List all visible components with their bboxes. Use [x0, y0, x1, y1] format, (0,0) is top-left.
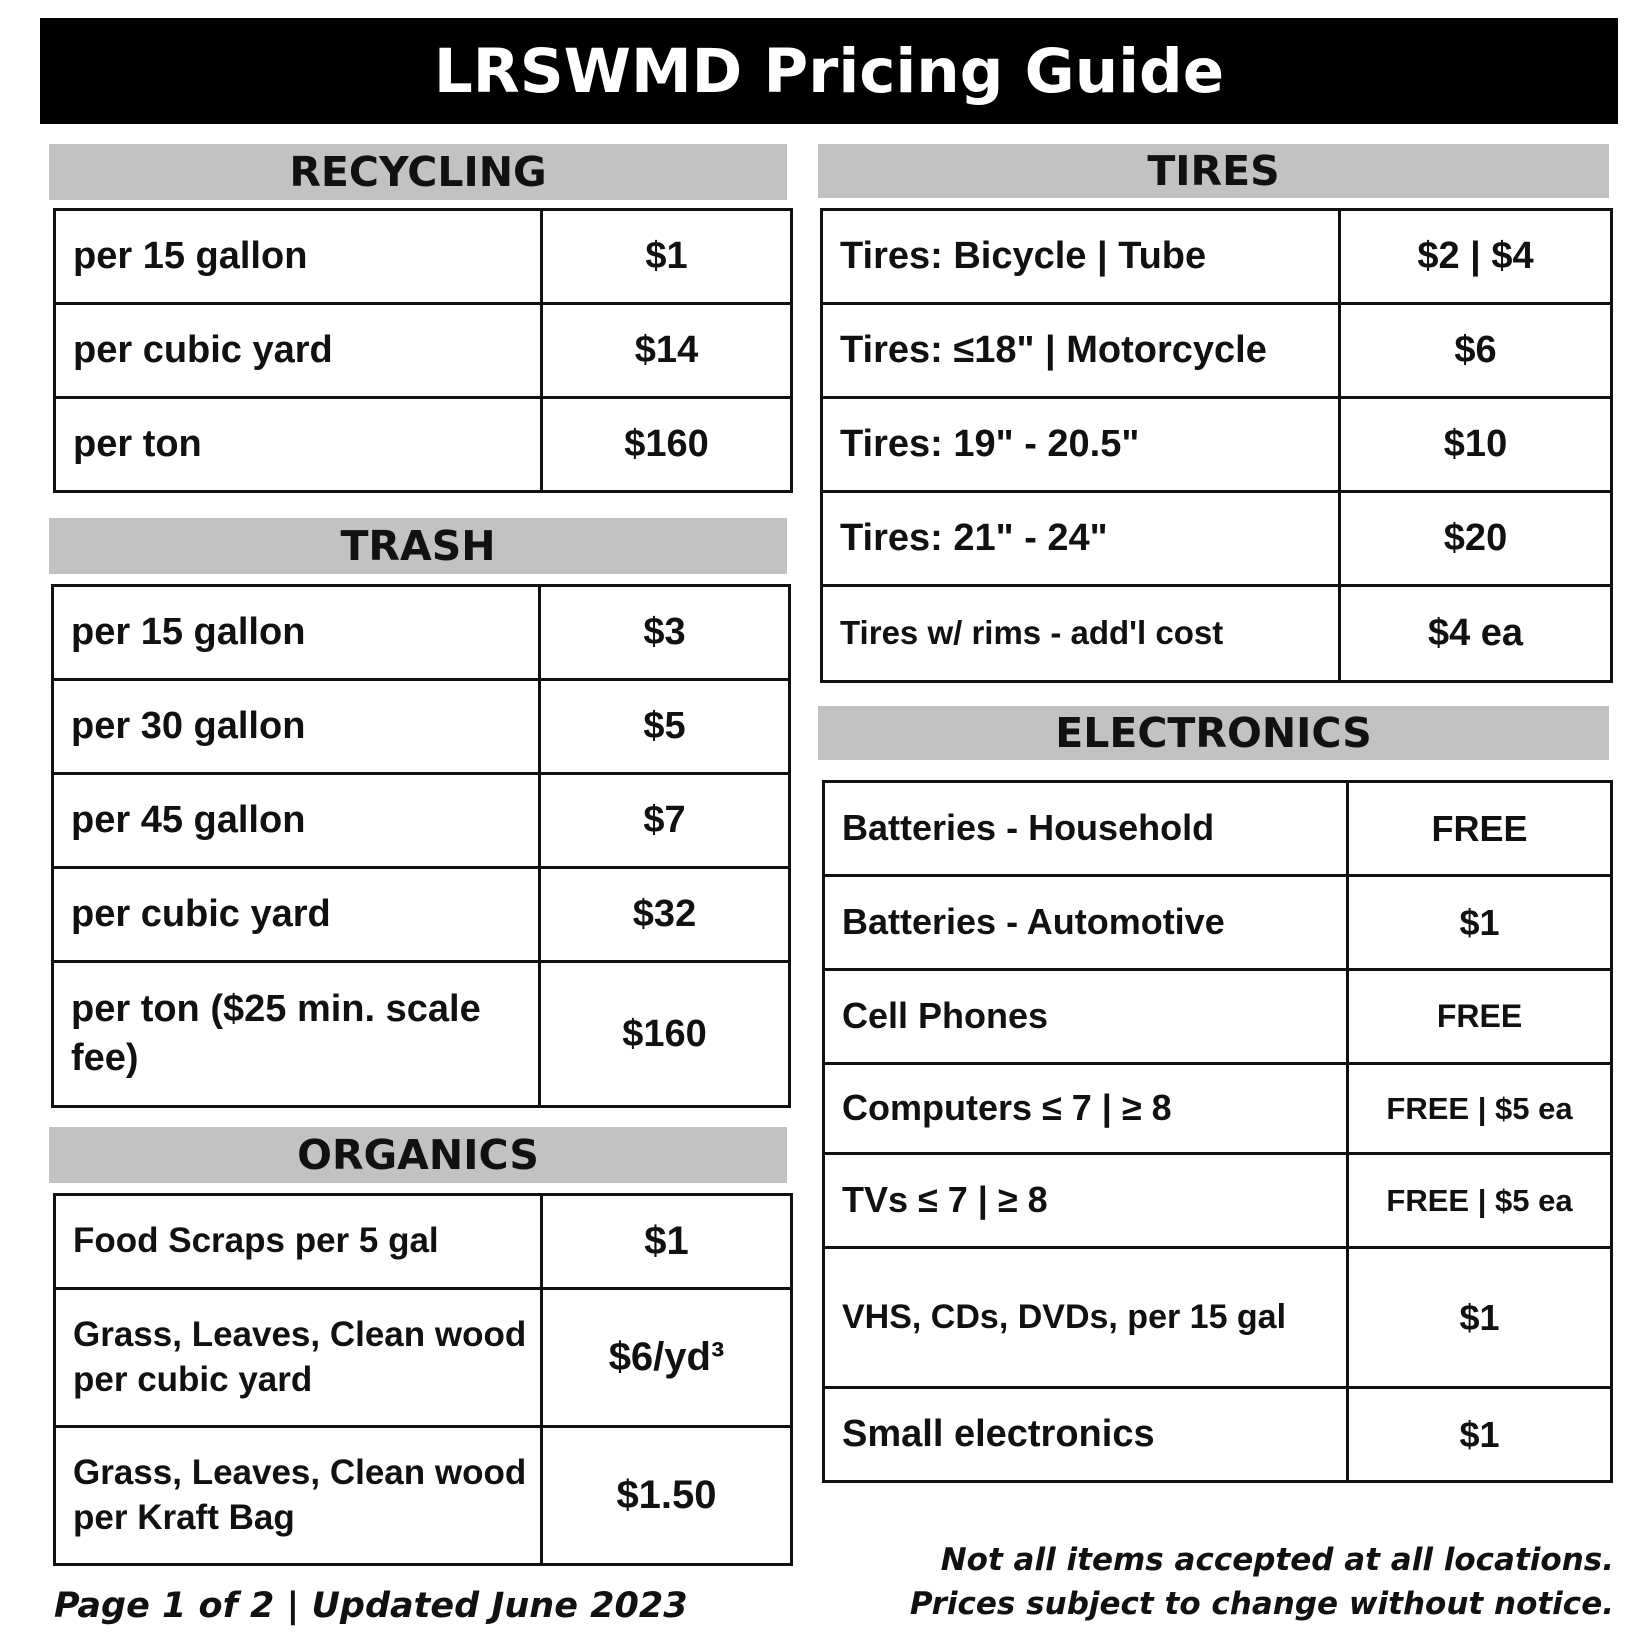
item-label: Grass, Leaves, Clean wood per Kraft Bag	[55, 1427, 542, 1565]
item-price: $6/yd³	[542, 1289, 792, 1427]
item-label: Tires: 19" - 20.5"	[822, 398, 1340, 492]
item-price: $1	[1348, 1248, 1612, 1388]
item-price: FREE	[1348, 782, 1612, 876]
table-row	[55, 398, 792, 492]
table-row	[55, 1427, 792, 1565]
item-price: $2 | $4	[1340, 210, 1612, 304]
item-price: FREE	[1348, 970, 1612, 1064]
item-price: $1	[542, 210, 792, 304]
item-label: Batteries - Household	[824, 782, 1348, 876]
item-price: $7	[540, 774, 790, 868]
item-label: per 30 gallon	[53, 680, 540, 774]
table-row	[53, 586, 790, 680]
item-label: Tires: ≤18" | Motorcycle	[822, 304, 1340, 398]
item-label: per 15 gallon	[55, 210, 542, 304]
table-row	[53, 962, 790, 1107]
item-label: per cubic yard	[55, 304, 542, 398]
item-label: TVs ≤ 7 | ≥ 8	[824, 1154, 1348, 1248]
item-label: Tires: 21" - 24"	[822, 492, 1340, 586]
item-price: $32	[540, 868, 790, 962]
table-row	[53, 680, 790, 774]
table-row	[822, 210, 1612, 304]
table-row	[55, 210, 792, 304]
table-row	[55, 1289, 792, 1427]
organics-heading: ORGANICS	[49, 1127, 787, 1183]
item-price: $160	[540, 962, 790, 1107]
table-row	[824, 876, 1612, 970]
item-price: FREE | $5 ea	[1348, 1064, 1612, 1154]
item-label: per 15 gallon	[53, 586, 540, 680]
item-price: $5	[540, 680, 790, 774]
item-price: $14	[542, 304, 792, 398]
item-price: $160	[542, 398, 792, 492]
item-price: $4 ea	[1340, 586, 1612, 682]
tires-table	[820, 208, 1613, 683]
item-label: Tires w/ rims - add'l cost	[822, 586, 1340, 682]
table-row	[824, 1388, 1612, 1482]
table-row	[824, 970, 1612, 1064]
electronics-table	[822, 780, 1613, 1483]
item-label: Food Scraps per 5 gal	[55, 1195, 542, 1289]
item-label: Grass, Leaves, Clean wood per cubic yard	[55, 1289, 542, 1427]
table-row	[55, 304, 792, 398]
item-label: Cell Phones	[824, 970, 1348, 1064]
item-label: per 45 gallon	[53, 774, 540, 868]
organics-table	[53, 1193, 793, 1566]
tires-heading: TIRES	[818, 144, 1609, 198]
item-price: $3	[540, 586, 790, 680]
disclaimer	[910, 1538, 1614, 1626]
table-row	[822, 304, 1612, 398]
item-price: $1	[1348, 876, 1612, 970]
item-price: $1	[542, 1195, 792, 1289]
page-info: Page 1 of 2 | Updated June 2023	[54, 1586, 688, 1626]
item-label: Small electronics	[824, 1388, 1348, 1482]
table-row	[824, 782, 1612, 876]
table-row	[55, 1195, 792, 1289]
item-price: $6	[1340, 304, 1612, 398]
table-row	[824, 1248, 1612, 1388]
item-label: per ton ($25 min. scale fee)	[53, 962, 540, 1107]
table-row	[824, 1064, 1612, 1154]
table-row	[824, 1154, 1612, 1248]
table-row	[822, 398, 1612, 492]
table-row	[53, 868, 790, 962]
table-row	[822, 586, 1612, 682]
item-label: per ton	[55, 398, 542, 492]
disclaimer-line-2: Prices subject to change without notice.	[909, 1586, 1614, 1622]
recycling-table	[53, 208, 793, 493]
trash-table	[51, 584, 791, 1108]
item-price: $1	[1348, 1388, 1612, 1482]
item-price: $20	[1340, 492, 1612, 586]
item-label: Computers ≤ 7 | ≥ 8	[824, 1064, 1348, 1154]
item-label: VHS, CDs, DVDs, per 15 gal	[824, 1248, 1348, 1388]
table-row	[822, 492, 1612, 586]
recycling-heading: RECYCLING	[49, 144, 787, 200]
trash-heading: TRASH	[49, 518, 787, 574]
item-label: Tires: Bicycle | Tube	[822, 210, 1340, 304]
electronics-heading: ELECTRONICS	[818, 706, 1609, 760]
item-label: per cubic yard	[53, 868, 540, 962]
table-row	[53, 774, 790, 868]
item-price: $1.50	[542, 1427, 792, 1565]
item-price: $10	[1340, 398, 1612, 492]
item-price: FREE | $5 ea	[1348, 1154, 1612, 1248]
disclaimer-line-1: Not all items accepted at all locations.	[940, 1542, 1614, 1578]
item-label: Batteries - Automotive	[824, 876, 1348, 970]
page-title: LRSWMD Pricing Guide	[40, 18, 1618, 124]
